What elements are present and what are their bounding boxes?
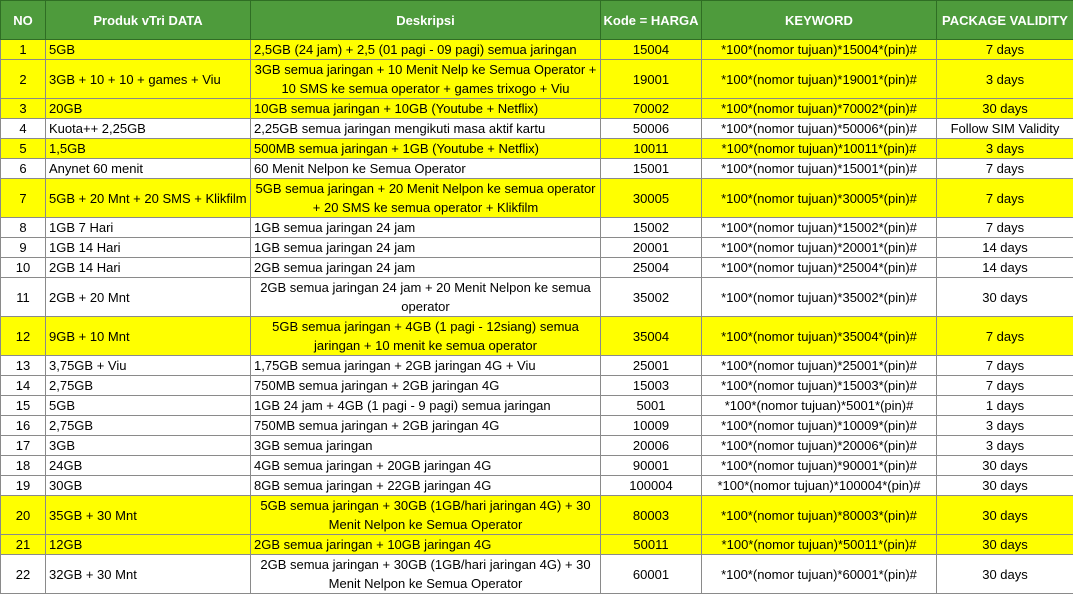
cell-description: 2GB semua jaringan 24 jam + 20 Menit Nelpon ke semua operator [251,278,601,317]
cell-description: 60 Menit Nelpon ke Semua Operator [251,159,601,179]
cell-description: 2GB semua jaringan 24 jam [251,258,601,278]
cell-description: 500MB semua jaringan + 1GB (Youtube + Netflix) [251,139,601,159]
cell-keyword: *100*(nomor tujuan)*25004*(pin)# [702,258,937,278]
cell-description: 2GB semua jaringan + 10GB jaringan 4G [251,535,601,555]
cell-product: 2GB 14 Hari [46,258,251,278]
cell-no: 6 [1,159,46,179]
cell-keyword: *100*(nomor tujuan)*100004*(pin)# [702,476,937,496]
cell-product: 9GB + 10 Mnt [46,317,251,356]
cell-keyword: *100*(nomor tujuan)*60001*(pin)# [702,555,937,594]
cell-product: 3,75GB + Viu [46,356,251,376]
cell-keyword: *100*(nomor tujuan)*50006*(pin)# [702,119,937,139]
table-row [1,159,1073,179]
cell-no: 10 [1,258,46,278]
cell-keyword: *100*(nomor tujuan)*20001*(pin)# [702,238,937,258]
cell-no: 14 [1,376,46,396]
cell-description: 2GB semua jaringan + 30GB (1GB/hari jaringan 4G) + 30 Menit Nelpon ke Semua Operator [251,555,601,594]
cell-product: 2,75GB [46,416,251,436]
cell-description: 3GB semua jaringan [251,436,601,456]
cell-validity: 30 days [937,496,1073,535]
cell-validity: 30 days [937,476,1073,496]
table-row [1,555,1073,594]
cell-validity: 7 days [937,317,1073,356]
header-code-price: Kode = HARGA [601,1,702,40]
cell-validity: 7 days [937,159,1073,179]
cell-product: 1GB 14 Hari [46,238,251,258]
header-keyword: KEYWORD [702,1,937,40]
cell-product: 30GB [46,476,251,496]
cell-no: 2 [1,60,46,99]
cell-validity: Follow SIM Validity [937,119,1073,139]
cell-validity: 7 days [937,40,1073,60]
cell-no: 3 [1,99,46,119]
cell-product: 32GB + 30 Mnt [46,555,251,594]
cell-no: 16 [1,416,46,436]
cell-validity: 14 days [937,238,1073,258]
cell-keyword: *100*(nomor tujuan)*35002*(pin)# [702,278,937,317]
table-row [1,278,1073,317]
cell-code: 70002 [601,99,702,119]
cell-description: 10GB semua jaringan + 10GB (Youtube + Netflix) [251,99,601,119]
cell-validity: 30 days [937,555,1073,594]
table-row [1,476,1073,496]
cell-keyword: *100*(nomor tujuan)*25001*(pin)# [702,356,937,376]
cell-validity: 30 days [937,456,1073,476]
cell-validity: 30 days [937,535,1073,555]
cell-product: 1,5GB [46,139,251,159]
cell-validity: 30 days [937,278,1073,317]
cell-description: 5GB semua jaringan + 30GB (1GB/hari jaringan 4G) + 30 Menit Nelpon ke Semua Operator [251,496,601,535]
cell-no: 19 [1,476,46,496]
cell-keyword: *100*(nomor tujuan)*15001*(pin)# [702,159,937,179]
cell-validity: 3 days [937,416,1073,436]
cell-no: 21 [1,535,46,555]
cell-code: 20006 [601,436,702,456]
table-row [1,496,1073,535]
cell-product: 24GB [46,456,251,476]
cell-keyword: *100*(nomor tujuan)*19001*(pin)# [702,60,937,99]
cell-no: 5 [1,139,46,159]
cell-description: 1,75GB semua jaringan + 2GB jaringan 4G + Viu [251,356,601,376]
cell-product: 3GB + 10 + 10 + games + Viu [46,60,251,99]
cell-no: 13 [1,356,46,376]
cell-keyword: *100*(nomor tujuan)*15002*(pin)# [702,218,937,238]
cell-description: 750MB semua jaringan + 2GB jaringan 4G [251,376,601,396]
cell-code: 35004 [601,317,702,356]
cell-code: 15002 [601,218,702,238]
cell-no: 7 [1,179,46,218]
header-row [1,1,1073,40]
cell-keyword: *100*(nomor tujuan)*20006*(pin)# [702,436,937,456]
cell-code: 50006 [601,119,702,139]
cell-keyword: *100*(nomor tujuan)*70002*(pin)# [702,99,937,119]
cell-no: 22 [1,555,46,594]
table-row [1,139,1073,159]
cell-description: 1GB semua jaringan 24 jam [251,218,601,238]
table-row [1,396,1073,416]
cell-validity: 3 days [937,139,1073,159]
cell-code: 15003 [601,376,702,396]
cell-description: 2,5GB (24 jam) + 2,5 (01 pagi - 09 pagi) semua jaringan [251,40,601,60]
cell-code: 90001 [601,456,702,476]
cell-keyword: *100*(nomor tujuan)*15004*(pin)# [702,40,937,60]
cell-code: 35002 [601,278,702,317]
cell-keyword: *100*(nomor tujuan)*80003*(pin)# [702,496,937,535]
cell-no: 17 [1,436,46,456]
cell-keyword: *100*(nomor tujuan)*30005*(pin)# [702,179,937,218]
cell-validity: 3 days [937,436,1073,456]
cell-code: 10011 [601,139,702,159]
cell-keyword: *100*(nomor tujuan)*15003*(pin)# [702,376,937,396]
cell-keyword: *100*(nomor tujuan)*10011*(pin)# [702,139,937,159]
cell-code: 25004 [601,258,702,278]
cell-description: 750MB semua jaringan + 2GB jaringan 4G [251,416,601,436]
cell-product: 20GB [46,99,251,119]
cell-code: 50011 [601,535,702,555]
cell-validity: 7 days [937,218,1073,238]
cell-no: 18 [1,456,46,476]
table-row [1,238,1073,258]
cell-no: 4 [1,119,46,139]
cell-product: 2,75GB [46,376,251,396]
table-row [1,436,1073,456]
cell-no: 20 [1,496,46,535]
cell-product: Anynet 60 menit [46,159,251,179]
table-row [1,535,1073,555]
cell-description: 1GB 24 jam + 4GB (1 pagi - 9 pagi) semua jaringan [251,396,601,416]
cell-validity: 7 days [937,376,1073,396]
cell-code: 5001 [601,396,702,416]
cell-no: 1 [1,40,46,60]
cell-code: 19001 [601,60,702,99]
cell-product: 3GB [46,436,251,456]
cell-no: 12 [1,317,46,356]
cell-code: 10009 [601,416,702,436]
table-row [1,40,1073,60]
cell-keyword: *100*(nomor tujuan)*35004*(pin)# [702,317,937,356]
table-row [1,456,1073,476]
cell-description: 3GB semua jaringan + 10 Menit Nelp ke Semua Operator + 10 SMS ke semua operator + games trixogo + Viu [251,60,601,99]
cell-validity: 7 days [937,356,1073,376]
cell-validity: 1 days [937,396,1073,416]
cell-keyword: *100*(nomor tujuan)*10009*(pin)# [702,416,937,436]
cell-description: 1GB semua jaringan 24 jam [251,238,601,258]
cell-no: 9 [1,238,46,258]
header-no: NO [1,1,46,40]
cell-description: 8GB semua jaringan + 22GB jaringan 4G [251,476,601,496]
cell-code: 30005 [601,179,702,218]
cell-validity: 3 days [937,60,1073,99]
cell-keyword: *100*(nomor tujuan)*50011*(pin)# [702,535,937,555]
table-row [1,60,1073,99]
cell-product: 35GB + 30 Mnt [46,496,251,535]
cell-product: Kuota++ 2,25GB [46,119,251,139]
cell-no: 15 [1,396,46,416]
cell-code: 100004 [601,476,702,496]
cell-keyword: *100*(nomor tujuan)*5001*(pin)# [702,396,937,416]
cell-code: 15001 [601,159,702,179]
table-row [1,218,1073,238]
cell-code: 80003 [601,496,702,535]
cell-product: 2GB + 20 Mnt [46,278,251,317]
cell-validity: 14 days [937,258,1073,278]
table-row [1,119,1073,139]
cell-product: 1GB 7 Hari [46,218,251,238]
cell-no: 8 [1,218,46,238]
cell-validity: 7 days [937,179,1073,218]
cell-product: 5GB + 20 Mnt + 20 SMS + Klikfilm [46,179,251,218]
table-row [1,317,1073,356]
cell-description: 5GB semua jaringan + 4GB (1 pagi - 12siang) semua jaringan + 10 menit ke semua operator [251,317,601,356]
cell-description: 4GB semua jaringan + 20GB jaringan 4G [251,456,601,476]
cell-code: 15004 [601,40,702,60]
cell-validity: 30 days [937,99,1073,119]
table-row [1,258,1073,278]
table-body [1,40,1073,594]
cell-description: 2,25GB semua jaringan mengikuti masa aktif kartu [251,119,601,139]
cell-code: 25001 [601,356,702,376]
table-row [1,99,1073,119]
cell-description: 5GB semua jaringan + 20 Menit Nelpon ke semua operator + 20 SMS ke semua operator + Klikfilm [251,179,601,218]
header-product: Produk vTri DATA [46,1,251,40]
cell-no: 11 [1,278,46,317]
cell-product: 5GB [46,40,251,60]
cell-product: 5GB [46,396,251,416]
header-validity: PACKAGE VALIDITY [937,1,1073,40]
table-row [1,376,1073,396]
cell-code: 60001 [601,555,702,594]
table-row [1,356,1073,376]
header-description: Deskripsi [251,1,601,40]
cell-product: 12GB [46,535,251,555]
cell-keyword: *100*(nomor tujuan)*90001*(pin)# [702,456,937,476]
table-row [1,179,1073,218]
table-row [1,416,1073,436]
cell-code: 20001 [601,238,702,258]
